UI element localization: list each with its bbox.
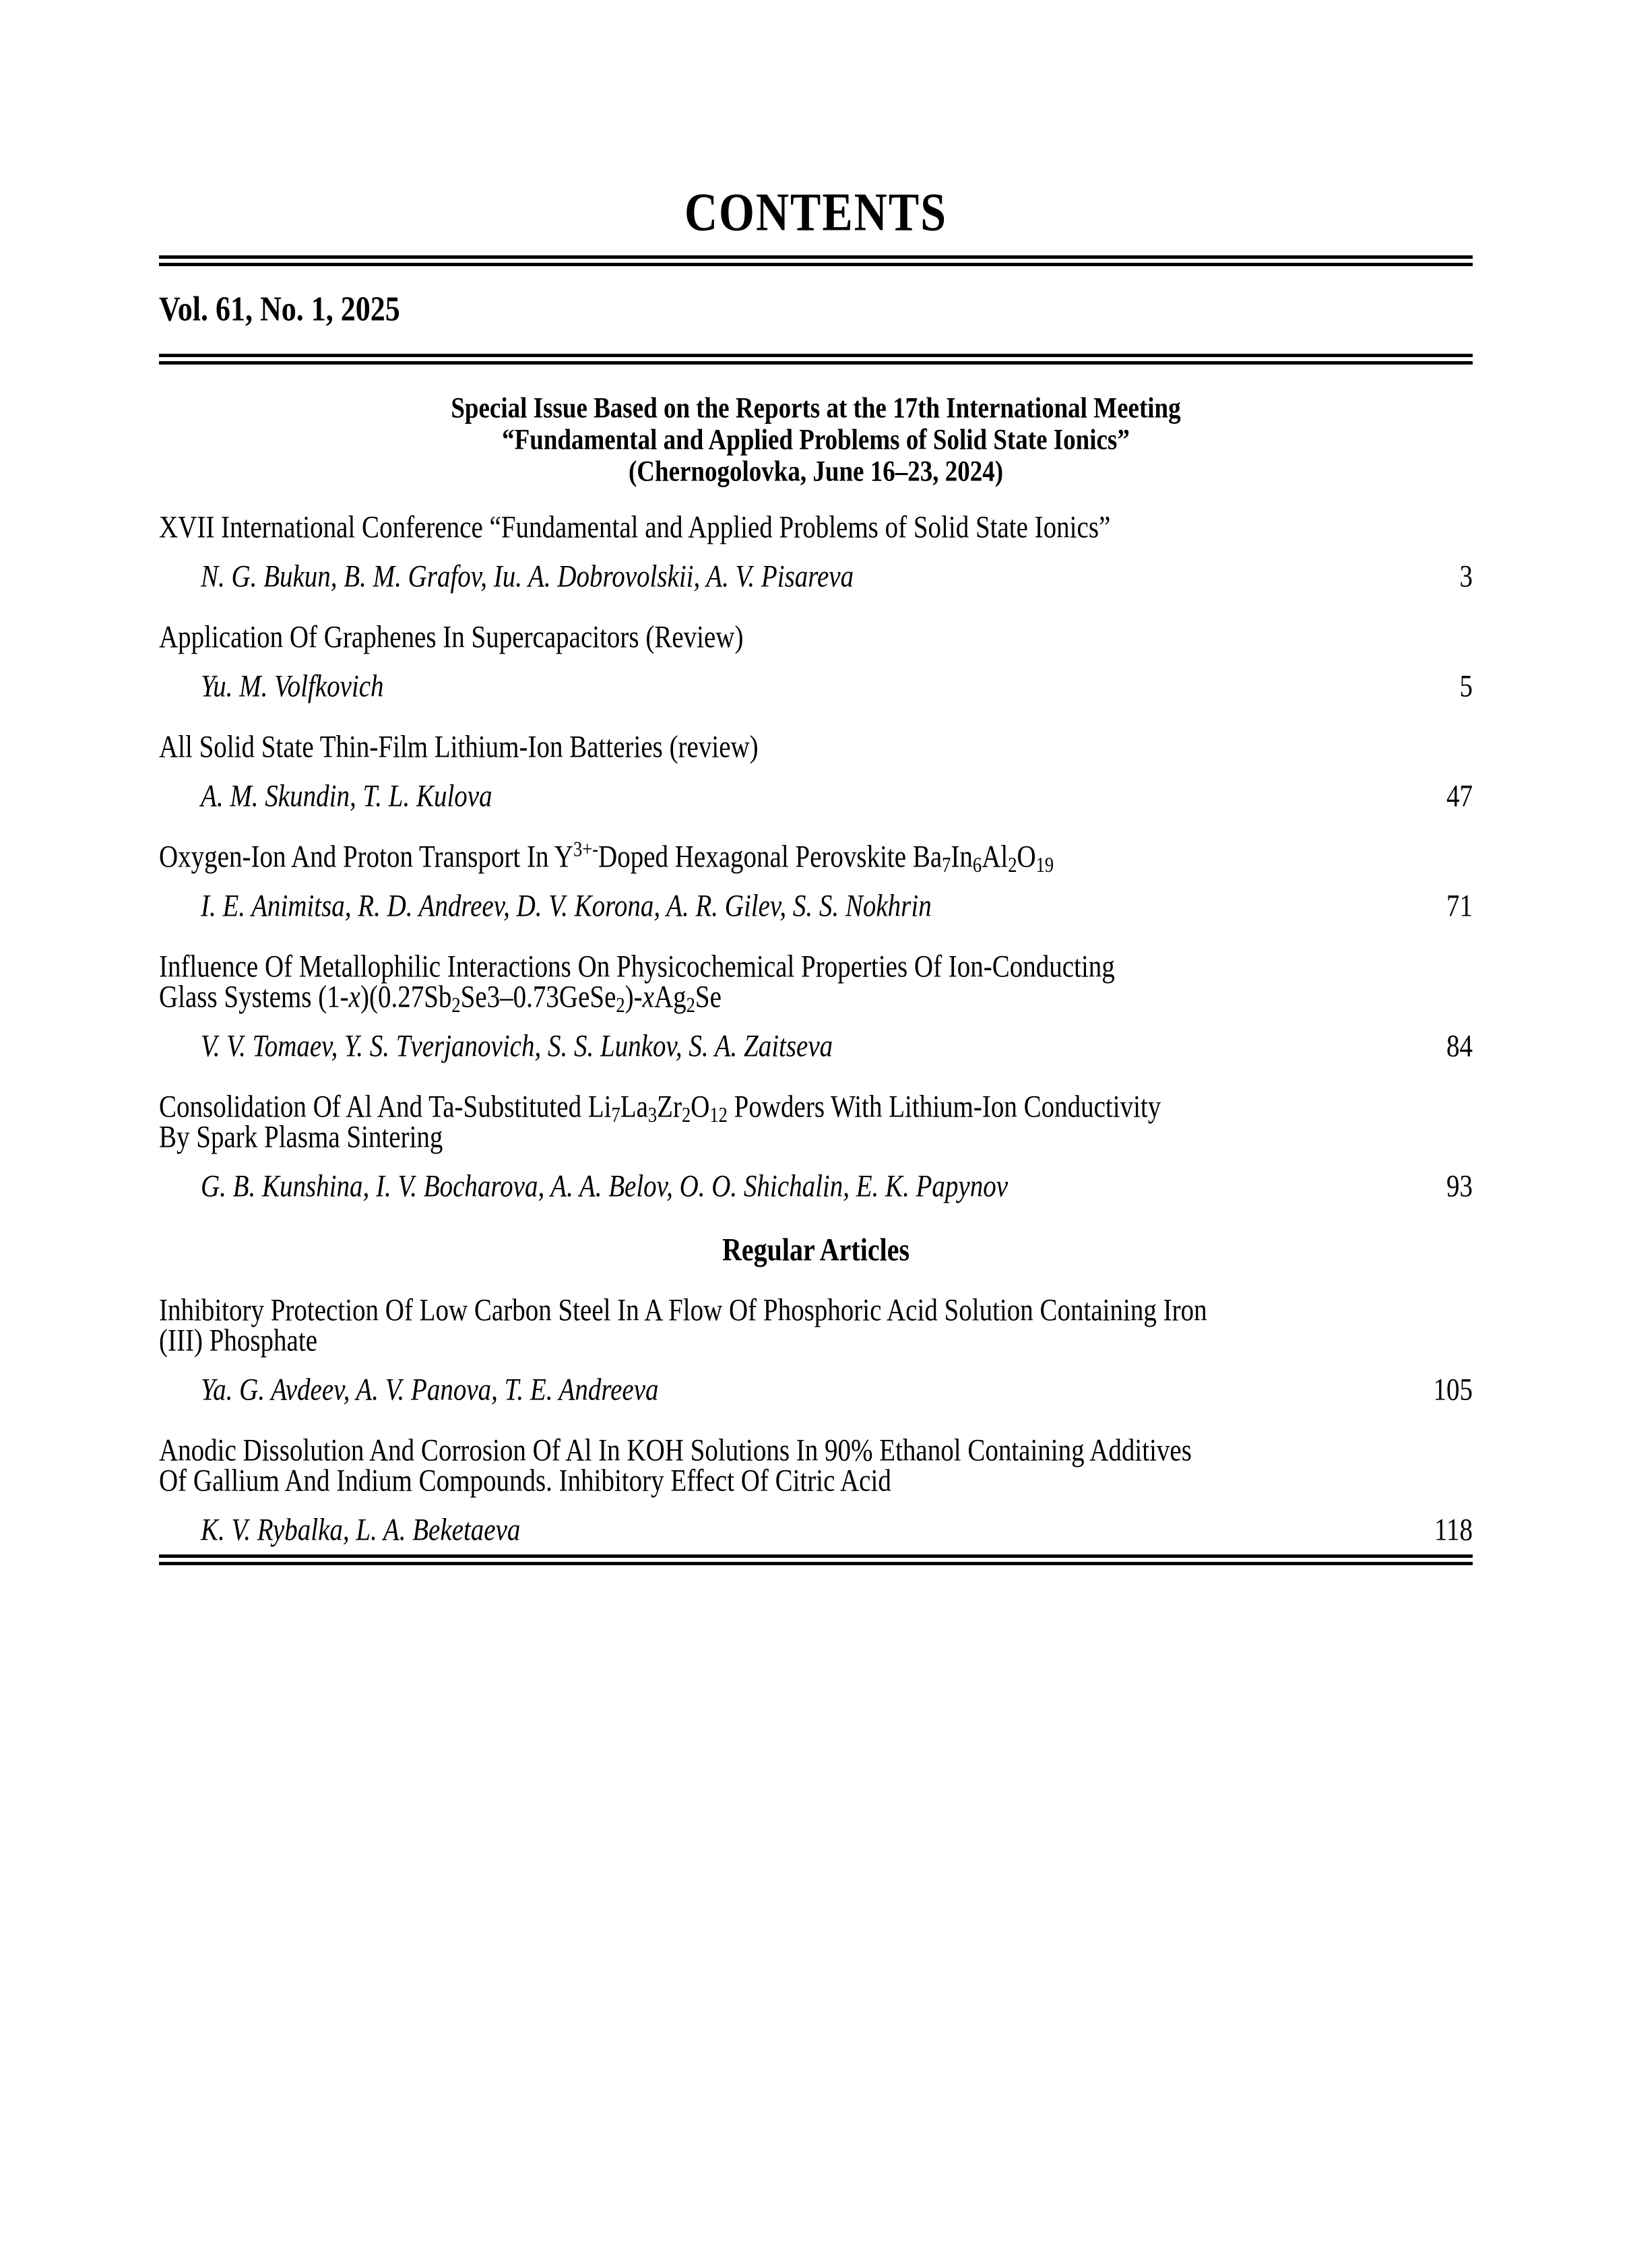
toc-entry: [159, 1089, 1473, 1203]
article-title-line: Influence Of Metallophilic Interactions On Physicochemical Properties Of Ion-Conducting: [159, 949, 1115, 984]
article-authors: Yu. M. Volfkovich: [201, 669, 384, 703]
article-authors: V. V. Tomaev, Y. S. Tverjanovich, S. S. Lunkov, S. A. Zaitseva: [201, 1029, 833, 1063]
article-authors: N. G. Bukun, B. M. Grafov, Iu. A. Dobrovolskii, A. V. Pisareva: [201, 559, 854, 594]
toc-entry: [159, 949, 1473, 1063]
article-title-line: Application Of Graphenes In Supercapacitors (Review): [159, 620, 744, 654]
page-number: 71: [1446, 889, 1473, 923]
article-title: [159, 509, 1473, 544]
article-title-line: By Spark Plasma Sintering: [159, 1120, 443, 1154]
section-heading: Regular Articles: [722, 1232, 910, 1268]
middle-double-rule: [159, 354, 1473, 365]
article-authors-row: [159, 1512, 1473, 1548]
page-number: 118: [1434, 1513, 1473, 1547]
article-authors: G. B. Kunshina, I. V. Bocharova, A. A. Belov, O. O. Shichalin, E. K. Papynov: [201, 1169, 1009, 1203]
article-authors: A. M. Skundin, T. L. Kulova: [201, 779, 492, 813]
article-title: [159, 1432, 1473, 1498]
article-title-line: XVII International Conference “Fundamental and Applied Problems of Solid State Ionics”: [159, 510, 1111, 544]
toc-list: [159, 509, 1473, 1547]
bottom-double-rule: [159, 1554, 1473, 1565]
toc-entry: [159, 619, 1473, 703]
page-number: 93: [1446, 1169, 1473, 1203]
toc-entry: [159, 1432, 1473, 1547]
page-number: 3: [1459, 559, 1473, 594]
article-title-line: Oxygen-Ion And Proton Transport In $Y^{3+-}Doped$ Hexagonal Perovskite $Ba_7In_6Al_2O_{19}$: [159, 837, 1054, 877]
page-number: 47: [1446, 779, 1473, 813]
article-title-line: Anodic Dissolution And Corrosion Of Al In KOH Solutions In 90% Ethanol Containing Additives: [159, 1433, 1192, 1468]
article-authors-row: [159, 1168, 1473, 1204]
page-title: CONTENTS: [684, 181, 948, 242]
top-double-rule: [159, 255, 1473, 266]
article-title-line: All Solid State Thin-Film Lithium-Ion Batteries (review): [159, 730, 759, 764]
page-number: 5: [1459, 669, 1473, 703]
special-issue-line: (Chernogolovka, June 16–23, 2024): [628, 455, 1004, 488]
article-title: [159, 837, 1473, 877]
article-authors-row: [159, 559, 1473, 594]
page-number: 105: [1433, 1373, 1473, 1407]
article-title-line: Glass Systems $(1-x)(0.27Sb_2Se3-0.73GeSe_2)-xAg_2Se$: [159, 980, 722, 1017]
article-authors-row: [159, 778, 1473, 814]
toc-entry: [159, 1292, 1473, 1407]
article-title: [159, 1292, 1473, 1358]
article-authors: I. E. Animitsa, R. D. Andreev, D. V. Korona, A. R. Gilev, S. S. Nokhrin: [201, 889, 932, 923]
toc-entry: [159, 509, 1473, 594]
article-authors-row: [159, 1028, 1473, 1064]
article-title: [159, 949, 1473, 1017]
article-title-line: Consolidation Of Al And Ta-Substituted $Li_7La_3Zr_2O_{12}$ Powders With Lithium-Ion Conductivity: [159, 1090, 1161, 1127]
page-number: 84: [1446, 1029, 1473, 1063]
article-authors-row: [159, 1372, 1473, 1408]
article-title: [159, 619, 1473, 654]
article-title-line: Inhibitory Protection Of Low Carbon Steel In A Flow Of Phosphoric Acid Solution Containing Iron: [159, 1293, 1207, 1327]
special-issue-line: “Fundamental and Applied Problems of Solid State Ionics”: [502, 423, 1130, 456]
article-authors: K. V. Rybalka, L. A. Beketaeva: [201, 1513, 521, 1547]
article-authors: Ya. G. Avdeev, A. V. Panova, T. E. Andreeva: [201, 1373, 659, 1407]
article-title: [159, 729, 1473, 764]
article-title-line: (III) Phosphate: [159, 1323, 318, 1358]
volume-line: Vol. 61, No. 1, 2025: [159, 289, 400, 329]
article-authors-row: [159, 888, 1473, 924]
toc-entry: [159, 837, 1473, 923]
toc-entry: [159, 729, 1473, 813]
article-title: [159, 1089, 1473, 1154]
special-issue-heading: [159, 389, 1473, 488]
article-title-line: Of Gallium And Indium Compounds. Inhibitory Effect Of Citric Acid: [159, 1463, 891, 1498]
article-authors-row: [159, 668, 1473, 704]
special-issue-line: Special Issue Based on the Reports at the 17th International Meeting: [451, 391, 1181, 424]
